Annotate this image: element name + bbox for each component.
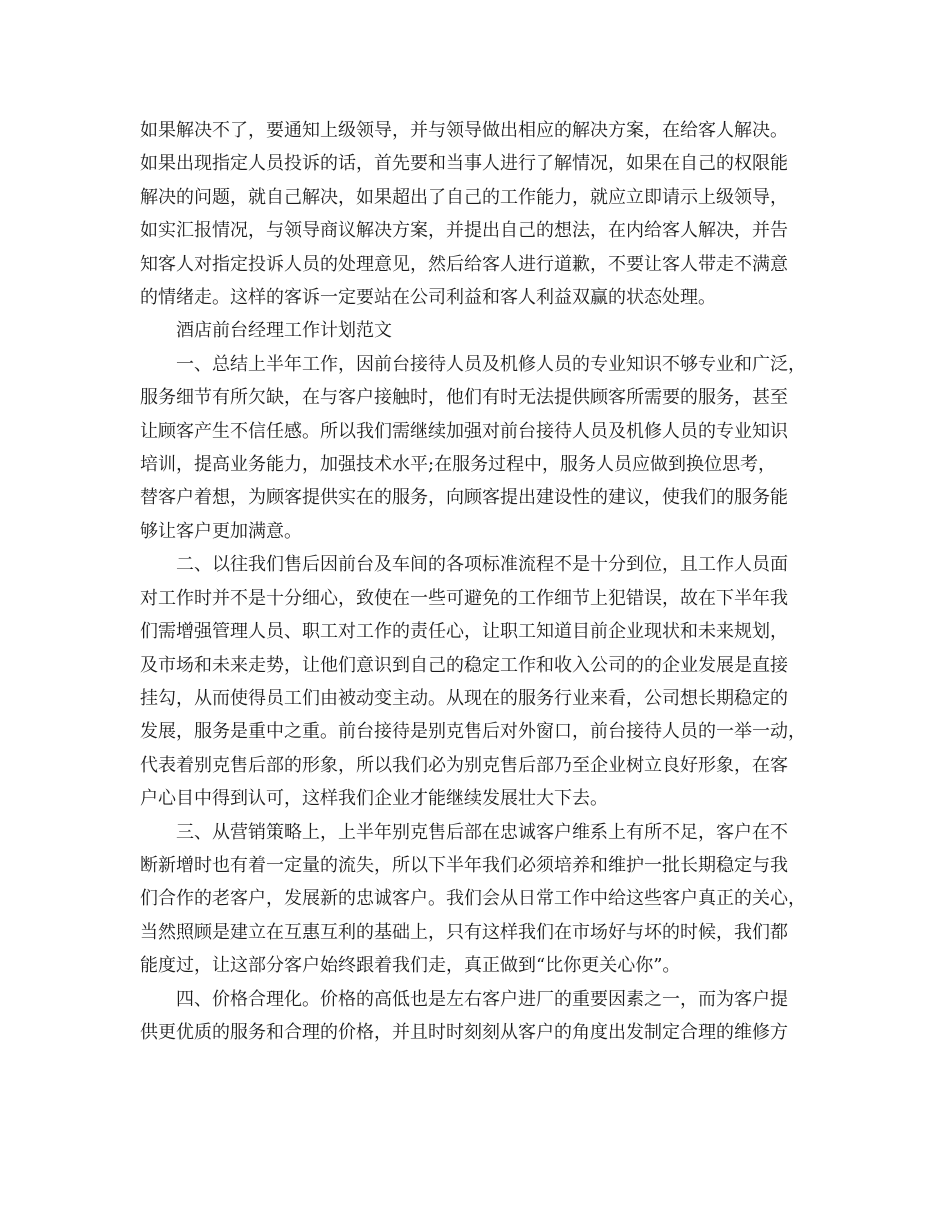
text-line: 当然照顾是建立在互惠互利的基础上，只有这样我们在市场好与坏的时候，我们都: [140, 921, 788, 943]
text-line: 供更优质的服务和合理的价格，并且时时刻刻从客户的角度出发制定合理的维修方: [140, 1021, 788, 1043]
text-line: 替客户着想，为顾客提供实在的服务，向顾客提出建设性的建议，使我们的服务能: [140, 487, 788, 509]
text-line: 知客人对指定投诉人员的处理意见，然后给客人进行道歉，不要让客人带走不满意: [140, 253, 788, 275]
text-line: 解决的问题，就自己解决，如果超出了自己的工作能力，就应立即请示上级领导，: [140, 186, 788, 208]
text-line: 如实汇报情况，与领导商议解决方案，并提出自己的想法，在内给客人解决，并告: [140, 220, 788, 242]
text-line: 培训，提高业务能力，加强技术水平;在服务过程中，服务人员应做到换位思考，: [140, 454, 777, 476]
document-body: [140, 114, 830, 1049]
paragraph: [140, 816, 830, 983]
text-line: 能度过，让这部分客户始终跟着我们走，真正做到“比你更关心你”。: [140, 955, 681, 977]
text-line: 四、价格合理化。价格的高低也是左右客户进厂的重要因素之一，而为客户提: [176, 988, 788, 1010]
text-line: 及市场和未来走势，让他们意识到自己的稳定工作和收入公司的的企业发展是直接: [140, 654, 788, 676]
text-line: 如果出现指定人员投诉的话，首先要和当事人进行了解情况，如果在自己的权限能: [140, 153, 788, 175]
text-line: 断新增时也有着一定量的流失，所以下半年我们必须培养和维护一批长期稳定与我: [140, 854, 788, 876]
paragraph: [140, 314, 830, 347]
text-line: 酒店前台经理工作计划范文: [176, 320, 392, 342]
text-line: 如果解决不了，要通知上级领导，并与领导做出相应的解决方案，在给客人解决。: [140, 120, 788, 141]
text-line: 们合作的老客户，发展新的忠诚客户。我们会从日常工作中给这些客户真正的关心，: [140, 888, 806, 910]
text-line: 户心目中得到认可，这样我们企业才能继续发展壮大下去。: [140, 788, 608, 810]
text-line: 一、总结上半年工作，因前台接待人员及机修人员的专业知识不够专业和广泛，: [176, 353, 806, 375]
text-line: 们需增强管理人员、职工对工作的责任心，让职工知道目前企业现状和未来规划，: [140, 621, 788, 643]
text-line: 二、以往我们售后因前台及车间的各项标准流程不是十分到位，且工作人员面: [176, 554, 788, 576]
text-line: 够让客户更加满意。: [140, 520, 302, 542]
text-line: 的情绪走。这样的客诉一定要站在公司利益和客人利益双赢的状态处理。: [140, 287, 716, 309]
text-line: 对工作时并不是十分细心，致使在一些可避免的工作细节上犯错误，故在下半年我: [140, 587, 788, 609]
text-line: 服务细节有所欠缺，在与客户接触时，他们有时无法提供顾客所需要的服务，甚至: [140, 387, 788, 409]
text-line: 代表着别克售后部的形象，所以我们必为别克售后部乃至企业树立良好形象，在客: [140, 754, 788, 776]
text-line: 三、从营销策略上，上半年别克售后部在忠诚客户维系上有所不足，客户在不: [176, 821, 788, 843]
text-line: 挂勾，从而使得员工们由被动变主动。从现在的服务行业来看，公司想长期稳定的: [140, 687, 788, 709]
paragraph: [140, 983, 830, 1050]
text-line: 让顾客产生不信任感。所以我们需继续加强对前台接待人员及机修人员的专业知识: [140, 420, 788, 442]
text-line: 发展，服务是重中之重。前台接待是别克售后对外窗口，前台接待人员的一举一动，: [140, 721, 806, 743]
paragraph: [140, 114, 830, 314]
paragraph: [140, 348, 830, 548]
paragraph: [140, 548, 830, 815]
